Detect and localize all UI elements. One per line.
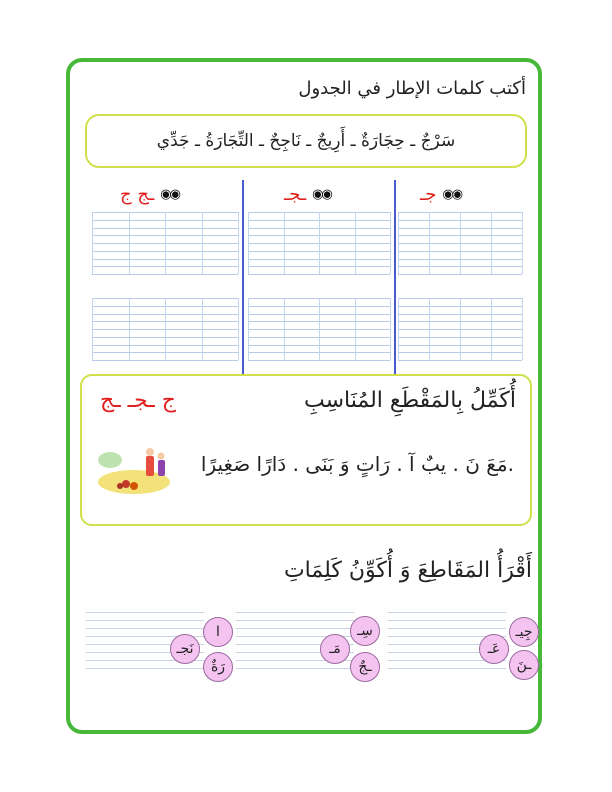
column-head-initial: [420, 184, 461, 205]
column-divider: [242, 180, 244, 376]
section2-instruction: أُكَمِّلُ بِالمَقْطَعِ المُنَاسِبِ: [304, 388, 516, 413]
eyes-icon: ◉◉: [442, 187, 462, 202]
fill-in-sentence: .مَعَ نَ . يبٌ آ . رَاتٍ وَ بَنَى . دَارًا صَغِيرًا: [200, 452, 514, 476]
syllable-bubble: نَجـ: [170, 634, 200, 664]
column-letters: ـج ج: [120, 184, 155, 205]
column-letters: ـجـ: [284, 184, 307, 205]
syllable-options: ج ـجـ ـج: [100, 388, 176, 413]
column-head-final: [120, 184, 179, 205]
writing-grid: [398, 212, 522, 274]
syllable-bubble: مَـ: [320, 634, 350, 664]
syllable-bubble: عَـ: [479, 634, 509, 664]
column-letters: جـ: [420, 184, 437, 205]
syllable-bubble: رَةٌ: [203, 652, 233, 682]
syllable-bubble: جِيـ: [509, 617, 539, 647]
syllable-bubble: سِـ: [350, 616, 380, 646]
writing-grid: [398, 298, 522, 360]
children-illustration: [96, 442, 172, 496]
section3-title: أَقْرَأُ المَقَاطِعَ وَ أُكَوِّنُ كَلِمَاتِ: [283, 558, 532, 583]
writing-grid: [92, 298, 238, 360]
word-list: سَرْجٌ ـ حِجَارَةٌ ـ أَرِيجٌ ـ نَاجِحٌ ـ التِّجَارَةُ ـ جَدِّي: [156, 131, 456, 151]
word-frame: [85, 114, 527, 168]
writing-grid: [248, 212, 390, 274]
section1-title: أكتب كلمات الإطار في الجدول: [298, 78, 526, 99]
writing-grid: [248, 298, 390, 360]
syllable-bubble: ا: [203, 617, 233, 647]
writing-grid: [92, 212, 238, 274]
eyes-icon: ◉◉: [160, 187, 179, 202]
column-head-medial: [284, 184, 331, 205]
eyes-icon: ◉◉: [312, 187, 331, 202]
syllable-bubble: ـجٌ: [350, 652, 380, 682]
column-divider: [394, 180, 396, 376]
syllable-bubble: ـنَ: [509, 650, 539, 680]
